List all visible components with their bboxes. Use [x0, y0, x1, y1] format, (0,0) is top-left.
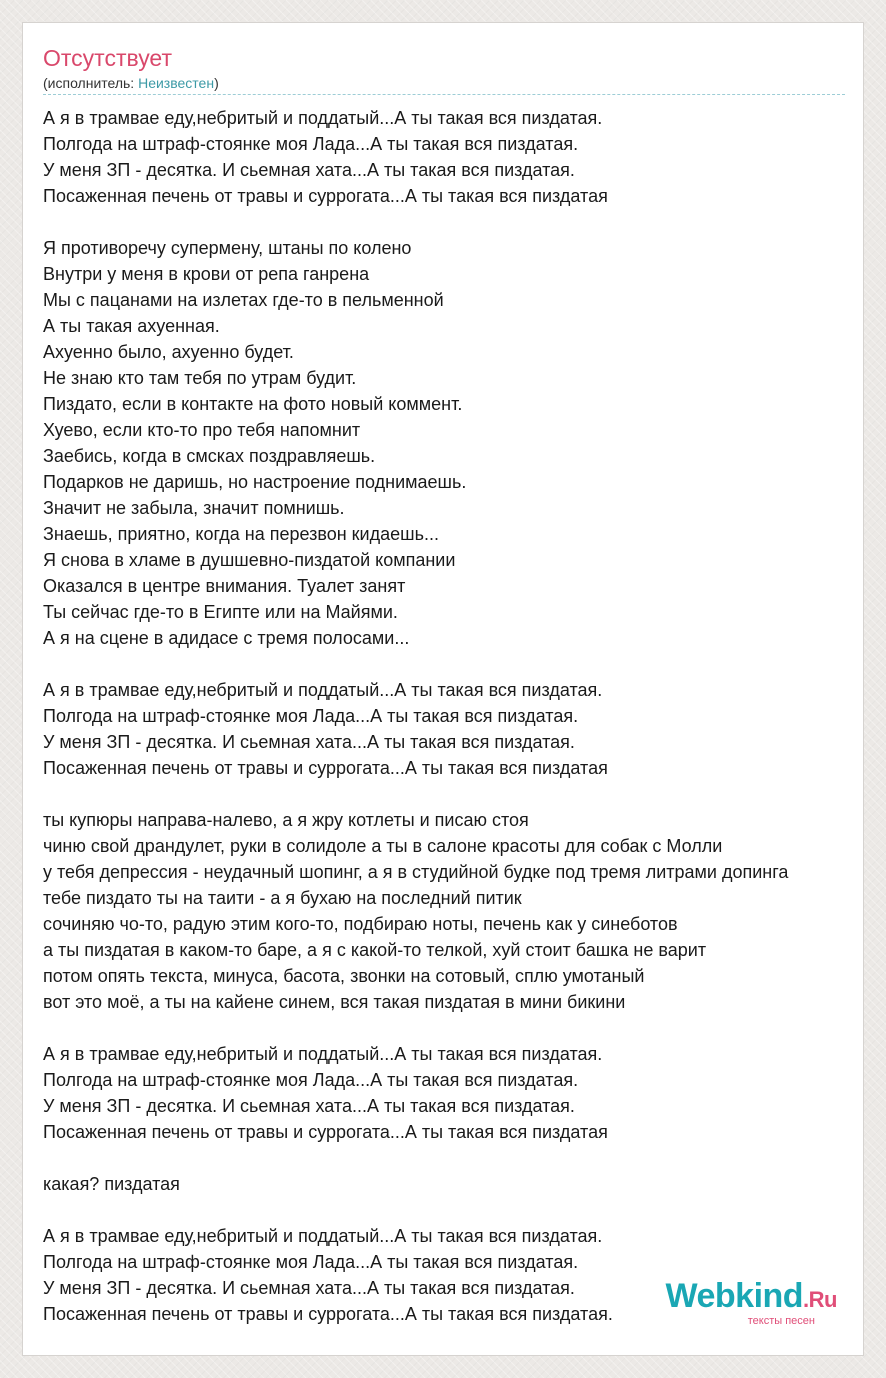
artist-line: [43, 74, 219, 92]
lyrics-card: [22, 22, 864, 1356]
lyric-line: Подарков не даришь, но настроение поднимаешь.: [43, 472, 467, 492]
lyric-line: Полгода на штраф-стоянке моя Лада...А ты такая вся пиздатая.: [43, 1252, 579, 1272]
lyric-line: А ты такая ахуенная.: [43, 316, 220, 336]
logo-name: Webkind: [665, 1277, 804, 1315]
lyric-line: [43, 781, 864, 807]
artist-prefix: (исполнитель:: [43, 75, 139, 91]
lyric-line: У меня ЗП - десятка. И сьемная хата...А ты такая вся пиздатая.: [43, 1096, 575, 1116]
lyric-line: тебе пиздато ты на таити - а я бухаю на последний питик: [43, 888, 522, 908]
lyric-line: Посаженная печень от травы и суррогата...А ты такая вся пиздатая: [43, 758, 608, 778]
logo-tagline: тексты песен: [747, 1315, 815, 1327]
lyric-line: а ты пиздатая в каком-то баре, а я с какой-то телкой, хуй стоит башка не варит: [43, 940, 707, 960]
lyric-line: У меня ЗП - десятка. И сьемная хата...А ты такая вся пиздатая.: [43, 1278, 575, 1298]
lyric-line: [43, 1015, 864, 1041]
lyric-line: Не знаю кто там тебя по утрам будит.: [43, 368, 357, 388]
lyric-line: Ахуенно было, ахуенно будет.: [43, 342, 294, 362]
lyric-line: Хуево, если кто-то про тебя напомнит: [43, 420, 361, 440]
lyric-line: какая? пиздатая: [43, 1174, 180, 1194]
lyric-line: А я в трамвае еду,небритый и поддатый...А ты такая вся пиздатая.: [43, 1044, 603, 1064]
song-title: Отсутствует: [43, 45, 172, 71]
lyric-line: ты купюры направа-налево, а я жру котлеты и писаю стоя: [43, 810, 529, 830]
lyric-line: Мы с пацанами на излетах где-то в пельменной: [43, 290, 444, 310]
lyric-line: потом опять текста, минуса, басота, звонки на сотовый, сплю умотаный: [43, 966, 645, 986]
lyric-line: Оказался в центре внимания. Туалет занят: [43, 576, 406, 596]
lyric-line: Внутри у меня в крови от репа ганрена: [43, 264, 370, 284]
lyric-line: Пиздато, если в контакте на фото новый коммент.: [43, 394, 463, 414]
lyric-line: Я снова в хламе в душшевно-пиздатой компании: [43, 550, 456, 570]
header-divider: [43, 94, 845, 95]
lyric-line: Полгода на штраф-стоянке моя Лада...А ты такая вся пиздатая.: [43, 1070, 579, 1090]
artist-link[interactable]: Неизвестен: [138, 75, 215, 91]
logo-dot: .: [803, 1287, 809, 1312]
lyric-line: Посаженная печень от травы и суррогата...А ты такая вся пиздатая: [43, 1122, 608, 1142]
lyric-line: Знаешь, приятно, когда на перезвон кидаешь...: [43, 524, 439, 544]
lyric-line: Посаженная печень от травы и суррогата...А ты такая вся пиздатая.: [43, 1304, 613, 1324]
lyric-line: А я в трамвае еду,небритый и поддатый...А ты такая вся пиздатая.: [43, 680, 603, 700]
lyric-line: Полгода на штраф-стоянке моя Лада...А ты такая вся пиздатая.: [43, 134, 579, 154]
artist-suffix: ): [214, 75, 219, 91]
lyrics-text: [43, 105, 864, 1327]
lyric-line: [43, 1145, 864, 1171]
lyric-line: у тебя депрессия - неудачный шопинг, а я в студийной будке под тремя литрами допинга: [43, 862, 789, 882]
lyric-line: А я на сцене в адидасе с тремя полосами...: [43, 628, 410, 648]
lyric-line: Я противоречу супермену, штаны по колено: [43, 238, 412, 258]
lyric-line: Ты сейчас где-то в Египте или на Майями.: [43, 602, 398, 622]
lyric-line: Полгода на штраф-стоянке моя Лада...А ты такая вся пиздатая.: [43, 706, 579, 726]
logo-tld: Ru: [808, 1287, 837, 1312]
logo-wordmark: [666, 1279, 838, 1317]
lyric-line: А я в трамвае еду,небритый и поддатый...А ты такая вся пиздатая.: [43, 108, 603, 128]
lyric-line: [43, 1197, 864, 1223]
lyric-line: вот это моё, а ты на кайене синем, вся такая пиздатая в мини бикини: [43, 992, 626, 1012]
lyric-line: чиню свой драндулет, руки в солидоле а ты в салоне красоты для собак с Молли: [43, 836, 723, 856]
lyric-line: сочиняю чо-то, радую этим кого-то, подбираю ноты, печень как у синеботов: [43, 914, 678, 934]
site-logo[interactable]: [666, 1279, 838, 1327]
lyric-line: У меня ЗП - десятка. И сьемная хата...А ты такая вся пиздатая.: [43, 160, 575, 180]
lyric-line: Значит не забыла, значит помнишь.: [43, 498, 345, 518]
lyric-line: [43, 209, 864, 235]
lyric-line: Заебись, когда в смсках поздравляешь.: [43, 446, 376, 466]
lyric-line: У меня ЗП - десятка. И сьемная хата...А ты такая вся пиздатая.: [43, 732, 575, 752]
lyric-line: А я в трамвае еду,небритый и поддатый...А ты такая вся пиздатая.: [43, 1226, 603, 1246]
lyric-line: [43, 651, 864, 677]
lyric-line: Посаженная печень от травы и суррогата...А ты такая вся пиздатая: [43, 186, 608, 206]
